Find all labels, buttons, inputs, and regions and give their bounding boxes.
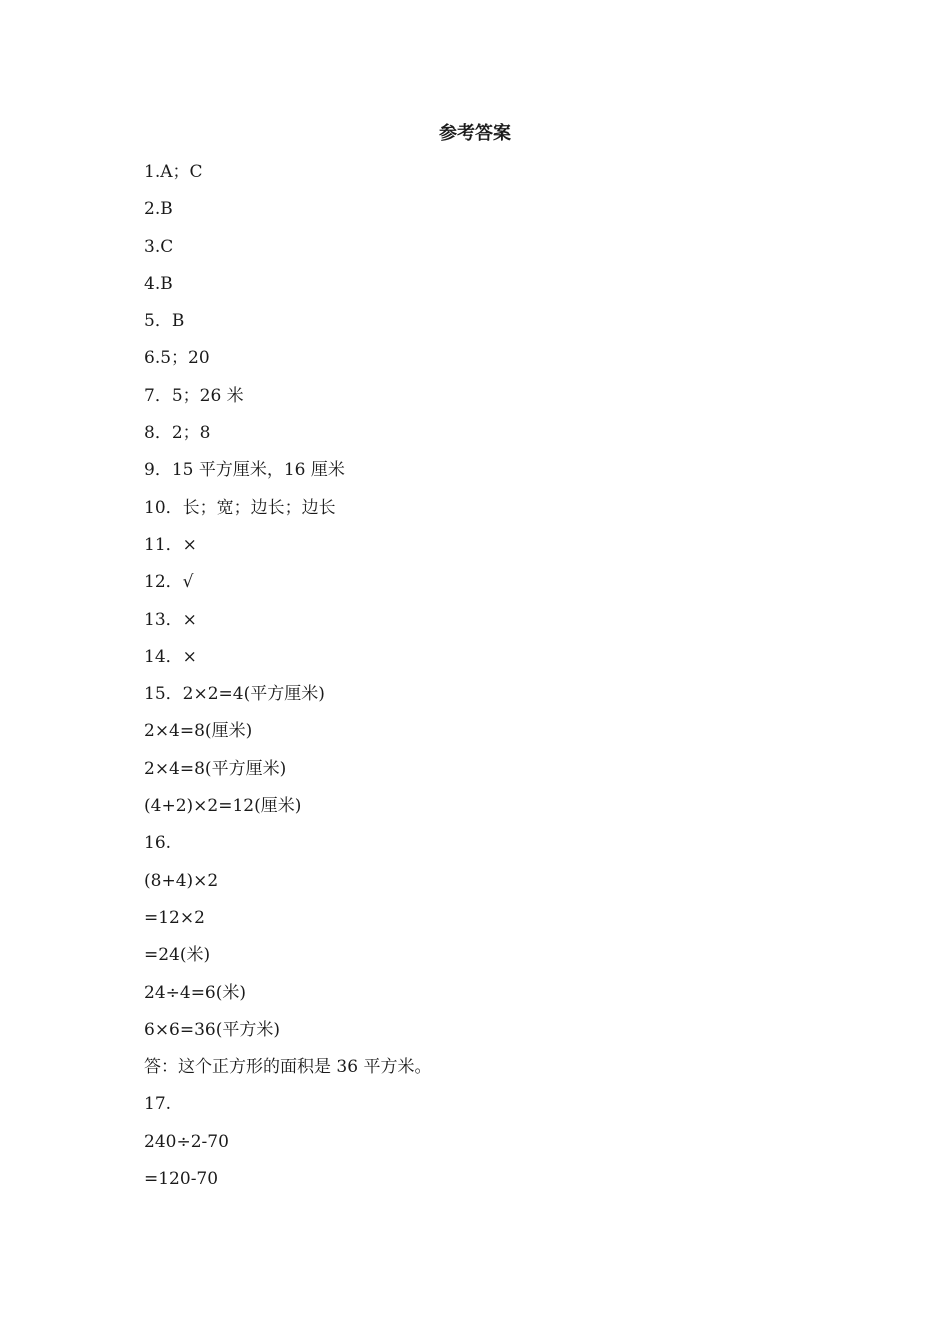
answer-line-14: 14．× bbox=[144, 646, 197, 667]
answer-line-17-step-1: 240÷2-70 bbox=[144, 1131, 229, 1152]
answer-line-11: 11．× bbox=[144, 534, 197, 555]
answer-line-16-step-3: =24(米) bbox=[144, 945, 211, 966]
answer-line-4: 4.B bbox=[144, 273, 173, 294]
answer-line-6: 6.5；20 bbox=[144, 348, 210, 369]
answer-line-9: 9．15 平方厘米，16 厘米 bbox=[144, 460, 345, 481]
answer-line-15: 15．2×2=4(平方厘米) bbox=[144, 684, 325, 705]
answer-line-16-step-4: 24÷4=6(米) bbox=[144, 982, 247, 1003]
answer-line-7: 7．5；26 米 bbox=[144, 385, 244, 406]
answer-line-16: 16. bbox=[144, 833, 172, 854]
answer-line-13: 13．× bbox=[144, 609, 197, 630]
answer-line-16-conclusion: 答：这个正方形的面积是 36 平方米。 bbox=[144, 1057, 432, 1078]
answer-line-15-step-3: 2×4=8(平方厘米) bbox=[144, 758, 287, 779]
answer-line-16-step-5: 6×6=36(平方米) bbox=[144, 1019, 281, 1040]
answer-line-1: 1.A；C bbox=[144, 162, 203, 182]
answer-line-16-step-2: =12×2 bbox=[144, 907, 205, 928]
answer-line-3: 3.C bbox=[144, 236, 174, 257]
answer-line-17-step-2: =120-70 bbox=[144, 1169, 219, 1190]
page-title: 参考答案 bbox=[439, 123, 511, 144]
answer-list bbox=[144, 160, 844, 1204]
answer-line-15-step-4: (4+2)×2=12(厘米) bbox=[144, 796, 302, 817]
answer-line-2: 2.B bbox=[144, 199, 173, 220]
answer-line-15-step-2: 2×4=8(厘米) bbox=[144, 721, 253, 742]
answer-line-12: 12．√ bbox=[144, 572, 194, 593]
answer-line-16-step-1: (8+4)×2 bbox=[144, 870, 219, 891]
answer-line-17: 17. bbox=[144, 1094, 172, 1115]
answer-line-8: 8．2；8 bbox=[144, 423, 211, 444]
answer-line-10: 10．长；宽；边长；边长 bbox=[144, 497, 336, 518]
answer-line-5: 5．B bbox=[144, 311, 185, 332]
